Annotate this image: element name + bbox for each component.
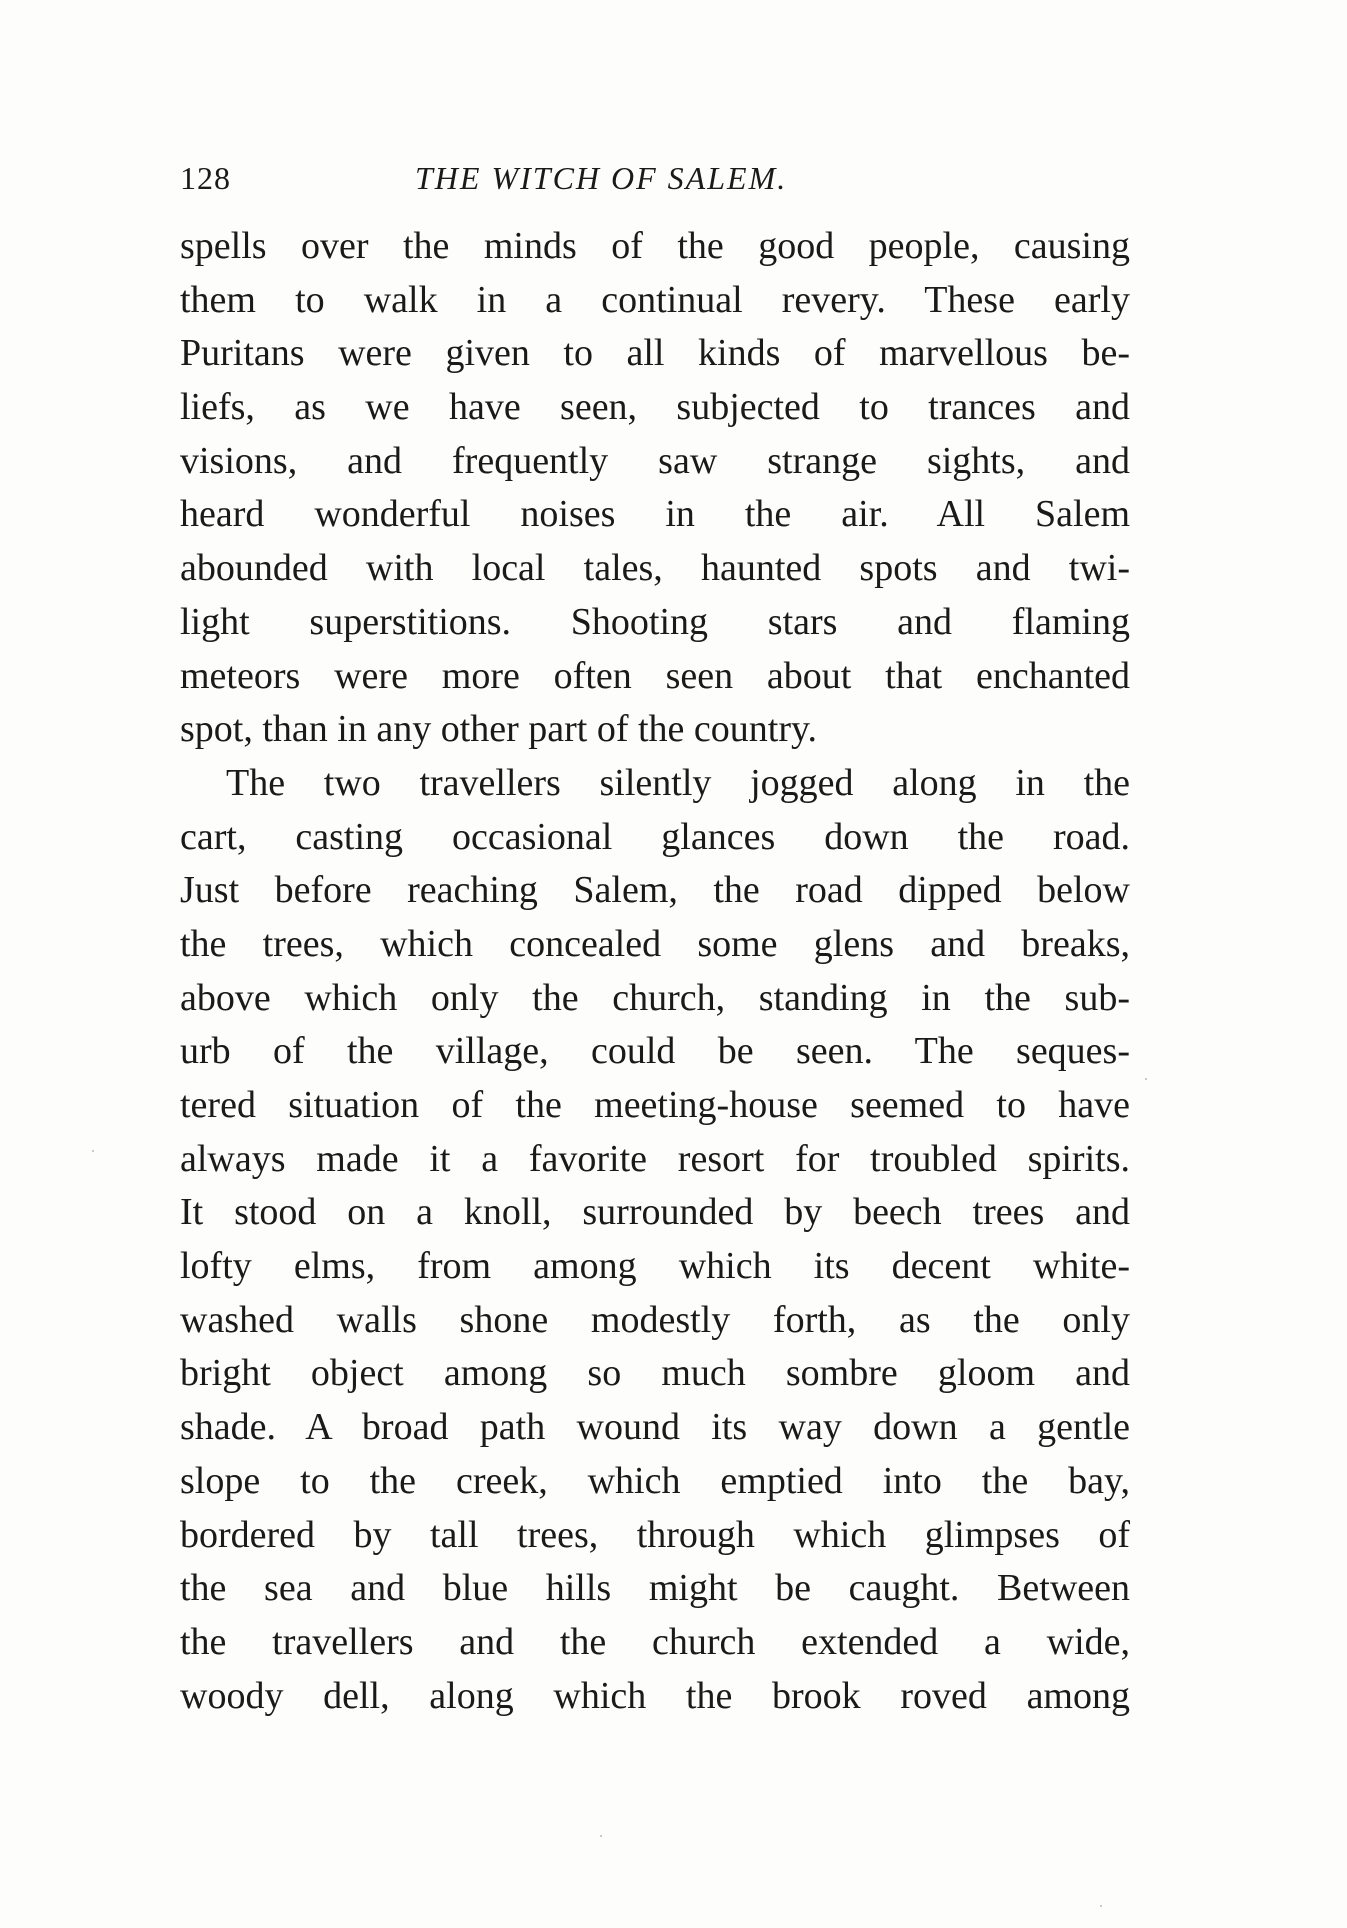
text-line: tered situation of the meeting-house seemed to have xyxy=(180,1084,1130,1126)
text-line: spot, than in any other part of the country. xyxy=(180,708,818,751)
text-line: bright object among so much sombre gloom and xyxy=(180,1352,1130,1395)
scan-speck xyxy=(1100,1905,1102,1907)
scan-speck xyxy=(600,1835,602,1837)
text-line: the trees, which concealed some glens and breaks, xyxy=(180,922,1130,965)
text-line: them to walk in a continual revery. These early xyxy=(180,278,1130,321)
page-number: 128 xyxy=(180,160,231,196)
text-line: heard wonderful noises in the air. All Salem xyxy=(180,493,1130,536)
body-text xyxy=(180,220,1130,1723)
text-line: cart, casting occasional glances down the road. xyxy=(180,815,1130,858)
paragraph-2 xyxy=(180,757,1130,1723)
scan-speck xyxy=(1145,1078,1147,1080)
text-line: lofty elms, from among which its decent white- xyxy=(180,1245,1130,1288)
text-line: visions, and frequently saw strange sights, and xyxy=(180,439,1130,482)
text-line: abounded with local tales, haunted spots and twi- xyxy=(180,547,1130,590)
text-line: shade. A broad path wound its way down a gentle xyxy=(180,1406,1130,1449)
text-line: meteors were more often seen about that enchanted xyxy=(180,654,1130,697)
text-line: woody dell, along which the brook roved among xyxy=(180,1674,1130,1717)
text-line: above which only the church, standing in the sub- xyxy=(180,976,1130,1019)
text-line: always made it a favorite resort for troubled spirits. xyxy=(180,1137,1130,1180)
text-line: urb of the village, could be seen. The seques- xyxy=(180,1030,1130,1073)
text-line: Puritans were given to all kinds of marvellous be- xyxy=(180,332,1130,375)
text-line: slope to the creek, which emptied into the bay, xyxy=(180,1459,1130,1502)
text-line: liefs, as we have seen, subjected to trances and xyxy=(180,386,1130,429)
text-line: It stood on a knoll, surrounded by beech trees and xyxy=(180,1191,1130,1234)
text-line: spells over the minds of the good people, causing xyxy=(180,225,1130,267)
text-line: the travellers and the church extended a wide, xyxy=(180,1620,1130,1663)
text-line: washed walls shone modestly forth, as the only xyxy=(180,1298,1130,1341)
scan-speck xyxy=(92,1150,94,1152)
text-line: light superstitions. Shooting stars and flaming xyxy=(180,600,1130,643)
running-title: THE WITCH OF SALEM. xyxy=(415,160,788,196)
text-line: Just before reaching Salem, the road dipped below xyxy=(180,869,1130,912)
running-head xyxy=(180,160,1130,200)
paragraph-1 xyxy=(180,220,1130,757)
text-line: The two travellers silently jogged along in the xyxy=(226,761,1130,804)
text-line: the sea and blue hills might be caught. Between xyxy=(180,1567,1130,1610)
text-line: bordered by tall trees, through which glimpses of xyxy=(180,1513,1130,1556)
